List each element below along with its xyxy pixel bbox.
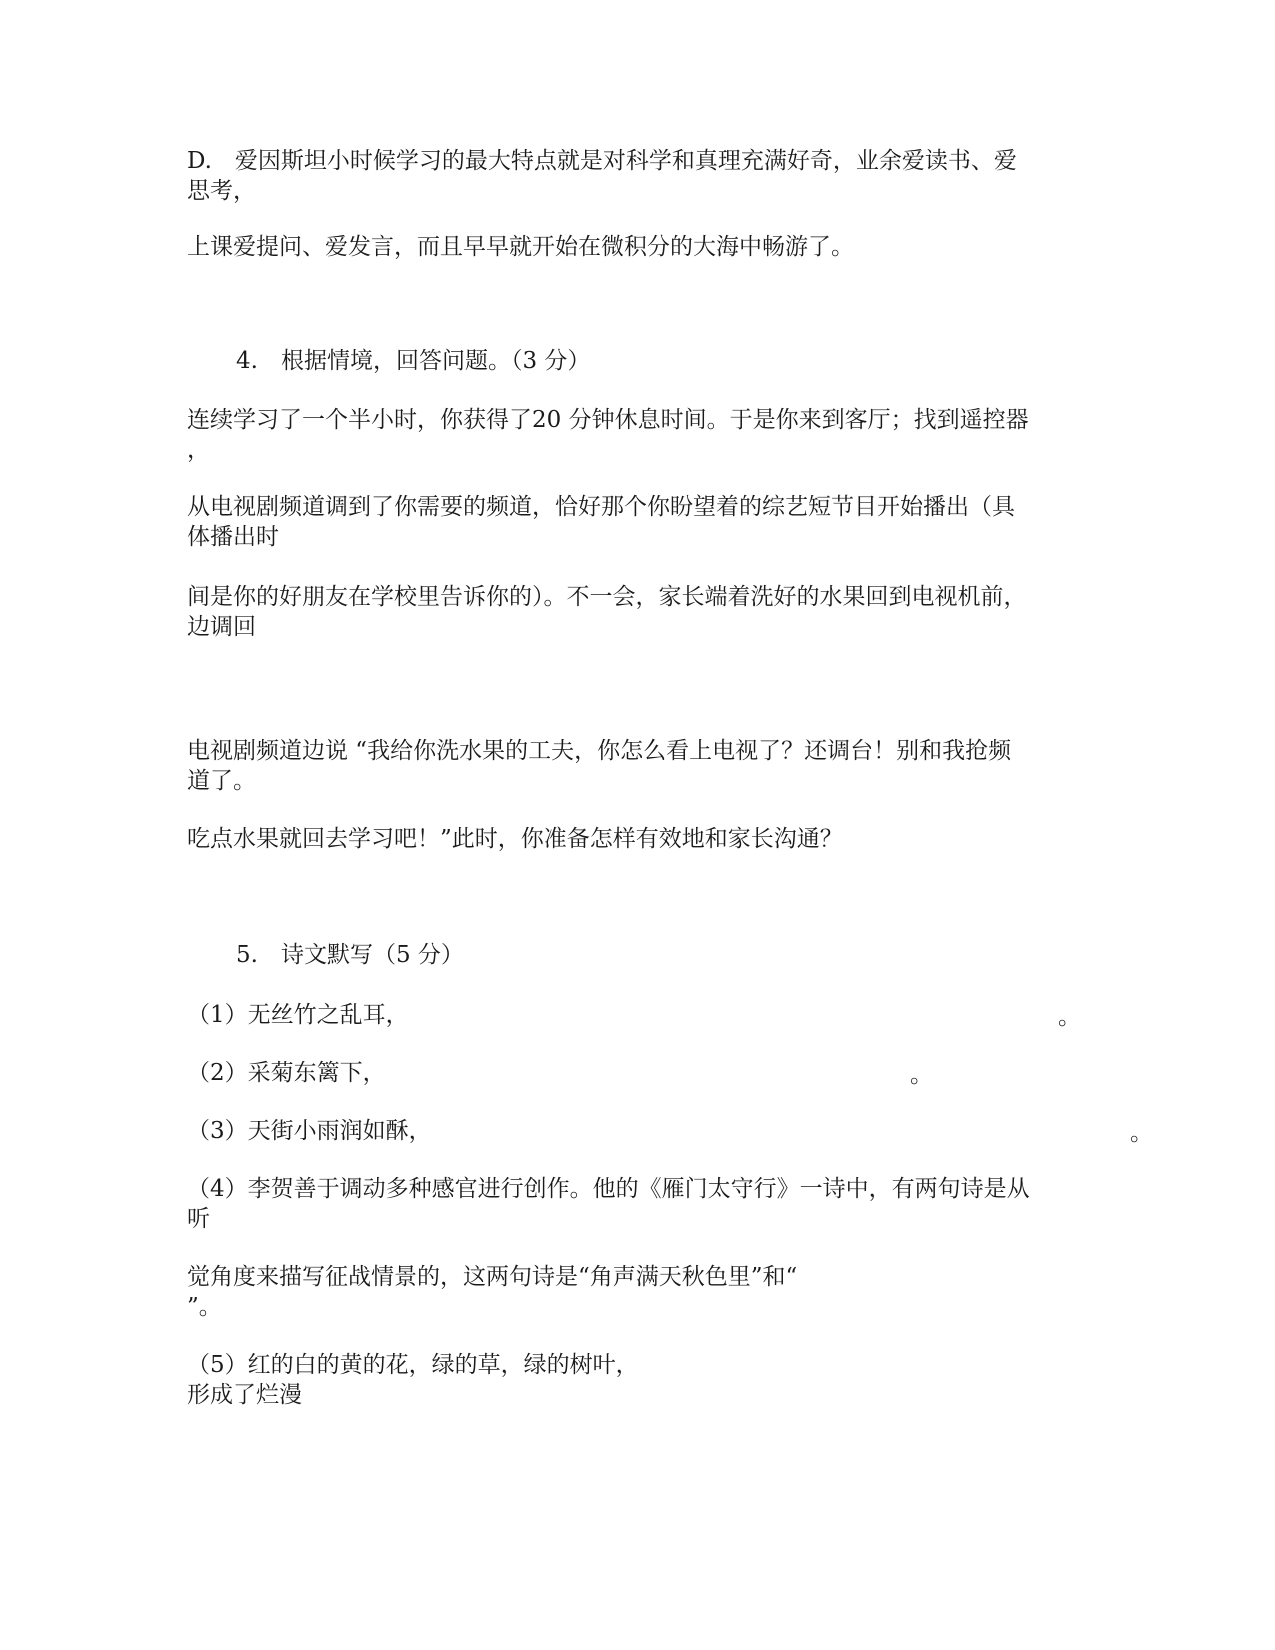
option-d-line-2: 思考，: [187, 178, 256, 204]
poem-item-2-end: 。: [910, 1062, 933, 1088]
poem-item-2: （2）采菊东篱下，: [187, 1060, 386, 1086]
poem-item-4-line-2: 听: [187, 1206, 210, 1232]
poem-item-1-end: 。: [1058, 1004, 1081, 1030]
poem-item-5-line-1: （5）红的白的黄的花，绿的草，绿的树叶，: [187, 1352, 639, 1378]
question-4-title: 4. 根据情境，回答问题。（3 分）: [236, 348, 591, 374]
question-4-paragraph-1-tail: ，: [187, 437, 210, 463]
poem-item-3-end: 。: [1130, 1120, 1153, 1146]
question-4-paragraph-3-tail: 边调回: [187, 614, 256, 640]
poem-item-4-line-1: （4）李贺善于调动多种感官进行创作。他的《雁门太守行》一诗中，有两句诗是从: [187, 1176, 1030, 1202]
poem-item-4-line-4: ”。: [187, 1294, 222, 1320]
question-4-paragraph-2-tail: 体播出时: [187, 524, 279, 550]
poem-item-5-line-2: 形成了烂漫: [187, 1382, 302, 1408]
question-5-title: 5. 诗文默写（5 分）: [236, 942, 464, 968]
option-d-line-1: D. 爱因斯坦小时候学习的最大特点就是对科学和真理充满好奇，业余爱读书、爱: [187, 148, 1017, 174]
question-4-paragraph-4-tail: 道了。: [187, 768, 256, 794]
option-d-line-3: 上课爱提问、爱发言，而且早早就开始在微积分的大海中畅游了。: [187, 234, 854, 260]
question-4-paragraph-4: 电视剧频道边说 “我给你洗水果的工夫，你怎么看上电视了？还调台！别和我抢频: [187, 738, 1012, 764]
question-4-paragraph-5: 吃点水果就回去学习吧！”此时，你准备怎样有效地和家长沟通？: [187, 826, 843, 852]
question-4-paragraph-3: 间是你的好朋友在学校里告诉你的）。不一会，家长端着洗好的水果回到电视机前，: [187, 584, 1027, 610]
question-4-paragraph-1: 连续学习了一个半小时，你获得了20 分钟休息时间。于是你来到客厅；找到遥控器: [187, 407, 1029, 433]
poem-item-1: （1）无丝竹之乱耳，: [187, 1002, 409, 1028]
poem-item-4-line-3: 觉角度来描写征战情景的，这两句诗是“角声满天秋色里”和“: [187, 1264, 798, 1290]
poem-item-3: （3）天街小雨润如酥，: [187, 1118, 432, 1144]
question-4-paragraph-2: 从电视剧频道调到了你需要的频道，恰好那个你盼望着的综艺短节目开始播出（具: [187, 494, 1015, 520]
